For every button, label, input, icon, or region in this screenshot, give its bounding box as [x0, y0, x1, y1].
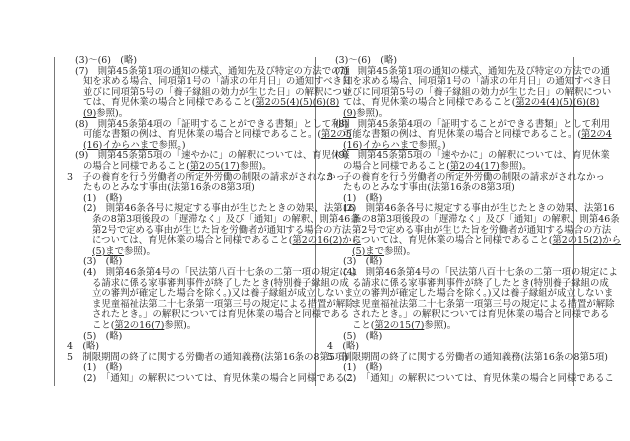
text-segment: 並びに同項第5号の「養子縁組の効力が生じた日」の解釈につい: [343, 86, 612, 98]
cross-reference-link: 第2の16(2)から: [292, 235, 362, 247]
text-segment: (2) 則第46条各号に規定する事由が生じたときの効果、法第16: [343, 203, 615, 215]
cross-reference-link: (9): [343, 108, 357, 119]
text-segment: (3) (略): [83, 256, 123, 268]
text-segment: (2) 「通知」の解釈については、育児休業の場合と同様であるこ: [83, 373, 354, 384]
text-segment: 3 子の養育を行う労働者の所定外労働の制限の請求がされなかっ: [67, 171, 345, 183]
text-segment: されたとき。」の解釈については育児休業の場合と同様である: [92, 309, 350, 321]
cross-reference-link: (5)まで: [92, 245, 125, 257]
text-segment: (3)～(6) (略): [335, 55, 397, 66]
text-segment: (7) 則第45条第1項の通知の様式、通知先及び特定の方法での通: [75, 65, 350, 77]
cross-reference-link: 第2の5(4)(5)(6)(8): [255, 97, 340, 109]
text-segment: (3) (略): [343, 256, 383, 268]
cross-reference-link: (5)まで: [352, 245, 385, 257]
text-segment: たものとみなす事由(法第16条の8第3項): [83, 182, 255, 194]
cross-reference-link: (16)イからハまで: [83, 139, 159, 151]
text-segment: 参照。): [418, 139, 446, 151]
text-segment: こと(: [352, 320, 375, 331]
text-segment: 参照)。: [384, 245, 416, 257]
text-segment: (1) (略): [83, 362, 123, 374]
text-segment: 参照)。: [124, 245, 156, 257]
text-segment: 4 (略): [327, 341, 360, 353]
text-segment: 4 (略): [67, 341, 100, 353]
text-segment: 可能な書類の例は、育児休業の場合と同様であること。(: [343, 129, 582, 141]
text-segment: (5) (略): [83, 330, 123, 342]
text-segment: (9) 則第45条第5項の「速やかに」の解釈については、育児休業: [75, 150, 350, 162]
text-segment: ま児童福祉法第二十七条第一項第三号の規定による措置が解除: [352, 298, 615, 310]
text-segment: (8) 則第45条第4項の「証明することができる書類」として利用: [335, 118, 610, 130]
text-segment: 条の8第3項後段の「遅滞なく」及び「通知」の解釈、則第46条: [92, 214, 360, 225]
text-segment: 可能な書類の例は、育児休業の場合と同様であること。(: [83, 129, 322, 141]
text-segment: (4) 則第46条第4号の「民法第八百十七条の二第一項の規定によ: [83, 267, 358, 278]
cross-reference-link: (16)イからハまで: [343, 139, 419, 151]
text-segment: (2) 則第46条各号に規定する事由が生じたときの効果、法第16: [83, 203, 355, 215]
text-segment: については、育児休業の場合と同様であること(: [92, 235, 293, 247]
text-segment: 立の審判が確定した場合を除く。)又は養子縁組が成立しないま: [352, 288, 614, 300]
text-segment: 並びに同項第5号の「養子縁組の効力が生じた日」の解釈につい: [83, 86, 352, 98]
cross-reference-link: 第2の5: [321, 129, 352, 141]
text-segment: 参照)。: [424, 320, 457, 331]
cross-reference-link: 第2の5(17): [189, 161, 240, 172]
text-line: [343, 374, 614, 385]
text-segment: ま児童福祉法第二十七条第一項第三号の規定による措置が解除: [92, 298, 355, 310]
text-segment: ては、育児休業の場合と同様であること(: [343, 97, 516, 109]
text-segment: る請求に係る家事審判事件が終了したとき(特別養子縁組の成: [352, 277, 609, 289]
text-segment: 参照)。: [164, 320, 197, 331]
text-segment: (2) 「通知」の解釈については、育児休業の場合と同様であるこ: [343, 373, 614, 384]
text-segment: の場合と同様であること(: [343, 161, 450, 172]
text-segment: 条の8第3項後段の「遅滞なく」及び「通知」の解釈、則第46条: [352, 214, 620, 225]
text-segment: たものとみなす事由(法第16条の8第3項): [343, 182, 515, 194]
text-segment: (4) 則第46条第4号の「民法第八百十七条の二第一項の規定によ: [343, 267, 618, 278]
cross-reference-link: 第2の4(17): [449, 161, 500, 172]
cross-reference-link: 第2の16(7): [114, 320, 165, 331]
text-segment: る請求に係る家事審判事件が終了したとき(特別養子縁組の成: [92, 277, 349, 289]
cross-reference-link: 第2の4(4)(5)(6)(8): [515, 97, 600, 109]
text-segment: 参照)。: [96, 108, 129, 119]
cross-reference-link: 第2の15(2)から: [552, 235, 622, 247]
text-segment: 5 制限期間の終了に関する労働者の通知義務(法第16条の8第5項): [67, 351, 348, 363]
text-segment: (1) (略): [343, 192, 383, 204]
text-segment: (7) 則第45条第1項の通知の様式、通知先及び特定の方法での通: [335, 65, 610, 77]
cross-reference-link: 第2の4: [581, 129, 612, 141]
text-segment: (1) (略): [343, 362, 383, 374]
text-segment: については、育児休業の場合と同様であること(: [352, 235, 553, 247]
cross-reference-link: (9): [83, 108, 97, 119]
text-segment: 3 子の養育を行う労働者の所定外労働の制限の請求がされなかっ: [327, 171, 605, 183]
text-segment: 参照)。: [356, 108, 389, 119]
text-line: [83, 374, 354, 385]
left-border-line: [54, 57, 55, 386]
text-segment: 参照。): [158, 139, 186, 151]
text-segment: 参照)。: [499, 161, 532, 172]
text-segment: (9) 則第45条第5項の「速やかに」の解釈については、育児休業: [335, 150, 610, 162]
text-segment: (8) 則第45条第4項の「証明することができる書類」として利用: [75, 118, 350, 130]
text-segment: (3)～(6) (略): [75, 55, 137, 66]
text-segment: 5 制限期間の終了に関する労働者の通知義務(法第16条の8第5項): [327, 351, 608, 363]
text-segment: ては、育児休業の場合と同様であること(: [83, 97, 256, 109]
text-segment: の場合と同様であること(: [83, 161, 190, 172]
text-segment: (5) (略): [343, 330, 383, 342]
text-segment: (1) (略): [83, 192, 123, 204]
text-segment: 知を求める場合、同項第1号の「請求の年月日」の通知すべき日: [343, 76, 612, 88]
text-segment: 知を求める場合、同項第1号の「請求の年月日」の通知すべき日: [83, 76, 352, 88]
cross-reference-link: 第2の15(7): [374, 320, 425, 331]
text-segment: 参照)。: [239, 161, 272, 172]
text-segment: されたとき。」の解釈については育児休業の場合と同様である: [352, 309, 610, 321]
text-segment: 立の審判が確定した場合を除く。)又は養子縁組が成立しないま: [92, 288, 354, 300]
text-segment: こと(: [92, 320, 115, 331]
text-segment: 第2号で定める事由が生じた旨を労働者が通知する場合の方法: [92, 224, 352, 236]
text-segment: 第2号で定める事由が生じた旨を労働者が通知する場合の方法: [352, 224, 612, 236]
